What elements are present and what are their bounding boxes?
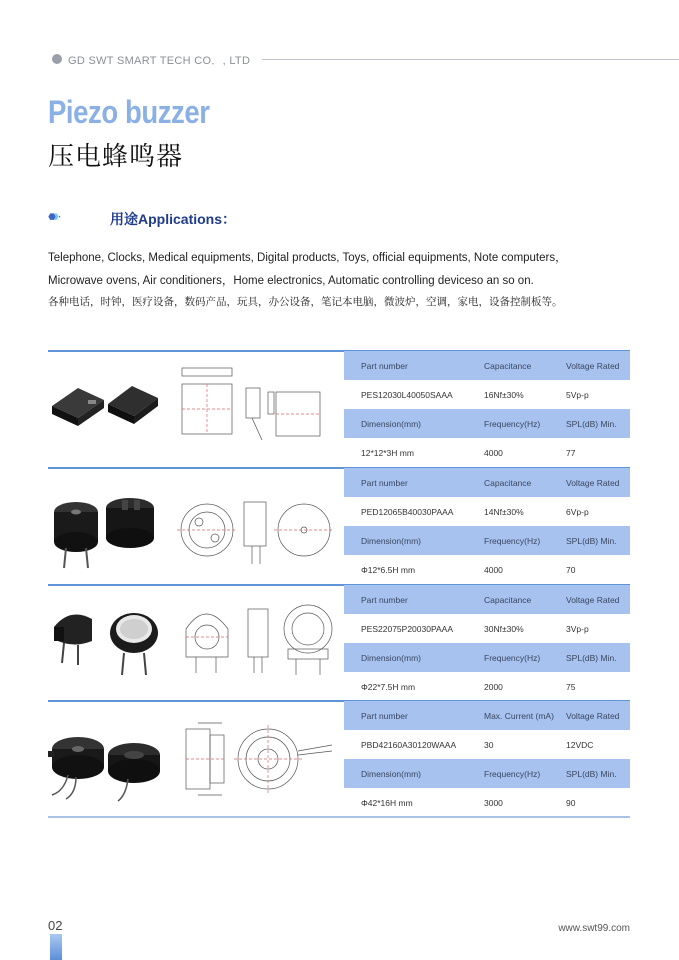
- spec-table-3: [344, 585, 630, 701]
- dimension-value: 12*12*3H mm: [361, 447, 414, 458]
- spec-label: Capacitance: [484, 360, 532, 371]
- part-number: PED12065B40030PAAA: [361, 506, 454, 517]
- spec-label: Capacitance: [484, 594, 532, 605]
- applications-label: 用途Applications：: [110, 211, 237, 227]
- dimension-value: Φ22*7.5H mm: [361, 681, 416, 692]
- spec-label: Voltage Rated: [566, 360, 620, 371]
- spec-header-row: [344, 409, 630, 438]
- page-header: [52, 50, 679, 70]
- spec-label: Dimension(mm): [361, 652, 421, 663]
- product-photo-1: [48, 356, 163, 468]
- voltage-value: 12VDC: [566, 739, 594, 750]
- spec-header-row: [344, 468, 630, 497]
- applications-line-2: Microwave ovens, Air conditioners，Home electronics, Automatic controlling deviceso an so on.: [48, 275, 534, 287]
- company-name: GD SWT SMART TECH CO．, LTD: [68, 55, 251, 67]
- spec-label: Capacitance: [484, 477, 532, 488]
- spec-header-row: [344, 351, 630, 380]
- frequency-value: 2000: [484, 681, 503, 692]
- page-number-accent-bar: [50, 934, 62, 960]
- header-rule: [262, 59, 679, 60]
- spec-header-row: [344, 526, 630, 555]
- spec-label: Dimension(mm): [361, 768, 421, 779]
- spec-label: Part number: [361, 594, 408, 605]
- spec-table-4: [344, 701, 630, 817]
- spec-label: Voltage Rated: [566, 594, 620, 605]
- applications-line-1: Telephone, Clocks, Medical equipments, Digital products, Toys, official equipments, Note computers，: [48, 252, 567, 264]
- spec-label: SPL(dB) Min.: [566, 652, 617, 663]
- spec-label: Voltage Rated: [566, 477, 620, 488]
- spec-label: Part number: [361, 360, 408, 371]
- spec-value-row: [344, 672, 630, 701]
- dimension-drawing-3: [172, 589, 342, 701]
- frequency-value: 4000: [484, 447, 503, 458]
- dimension-drawing-2: [172, 472, 342, 584]
- spec-value-row: [344, 730, 630, 759]
- part-number: PES22075P20030PAAA: [361, 623, 453, 634]
- spec-table-1: [344, 351, 630, 467]
- spec-label: Part number: [361, 710, 408, 721]
- product-photo-3: [48, 589, 163, 701]
- spec-header-row: [344, 759, 630, 788]
- dimension-value: Φ12*6.5H mm: [361, 564, 416, 575]
- capacitance-value: 16Nf±30%: [484, 389, 524, 400]
- spec-label: SPL(dB) Min.: [566, 535, 617, 546]
- product-table-bottom-rule: [48, 816, 630, 818]
- spec-value-row: [344, 497, 630, 526]
- spec-label: Dimension(mm): [361, 535, 421, 546]
- spec-label: Frequency(Hz): [484, 652, 541, 663]
- spec-value-row: [344, 555, 630, 584]
- spec-header-row: [344, 643, 630, 672]
- website-link[interactable]: www.swt99.com: [558, 923, 630, 934]
- page-number: 02: [48, 918, 63, 933]
- spl-value: 75: [566, 681, 576, 692]
- spec-label: Part number: [361, 477, 408, 488]
- spl-value: 70: [566, 564, 576, 575]
- spl-value: 77: [566, 447, 576, 458]
- spec-value-row: [344, 788, 630, 817]
- spec-header-row: [344, 585, 630, 614]
- dimension-value: Φ42*16H mm: [361, 797, 413, 808]
- capacitance-value: 14Nf±30%: [484, 506, 524, 517]
- spec-label: Dimension(mm): [361, 418, 421, 429]
- applications-line-3: 各种电话，时钟，医疗设备，数码产品，玩具，办公设备，笔记本电脑，微波炉，空调，家电，设备控制板等。: [48, 296, 563, 308]
- product-photo-4: [48, 705, 163, 817]
- header-dot-icon: [52, 54, 62, 64]
- spec-label: Voltage Rated: [566, 710, 620, 721]
- dimension-drawing-4: [172, 705, 342, 817]
- spl-value: 90: [566, 797, 576, 808]
- spec-value-row: [344, 380, 630, 409]
- dimension-drawing-1: [172, 356, 342, 468]
- spec-value-row: [344, 614, 630, 643]
- frequency-value: 4000: [484, 564, 503, 575]
- title-chinese: 压电蜂鸣器: [48, 141, 184, 171]
- spec-label: Max. Current (mA): [484, 710, 554, 721]
- spec-label: Frequency(Hz): [484, 535, 541, 546]
- spec-label: Frequency(Hz): [484, 768, 541, 779]
- voltage-value: 6Vp-p: [566, 506, 589, 517]
- capacitance-value: 30Nf±30%: [484, 623, 524, 634]
- part-number: PES12030L40050SAAA: [361, 389, 453, 400]
- voltage-value: 5Vp-p: [566, 389, 589, 400]
- spec-value-row: [344, 438, 630, 467]
- voltage-value: 3Vp-p: [566, 623, 589, 634]
- spec-label: Frequency(Hz): [484, 418, 541, 429]
- spec-label: SPL(dB) Min.: [566, 418, 617, 429]
- frequency-value: 3000: [484, 797, 503, 808]
- spec-header-row: [344, 701, 630, 730]
- spec-label: SPL(dB) Min.: [566, 768, 617, 779]
- product-photo-2: [48, 472, 163, 584]
- spec-table-2: [344, 468, 630, 584]
- hexagon-bullet-icon: [48, 206, 70, 228]
- title-english: Piezo buzzer: [48, 94, 210, 130]
- part-number: PBD42160A30120WAAA: [361, 739, 457, 750]
- current-value: 30: [484, 739, 494, 750]
